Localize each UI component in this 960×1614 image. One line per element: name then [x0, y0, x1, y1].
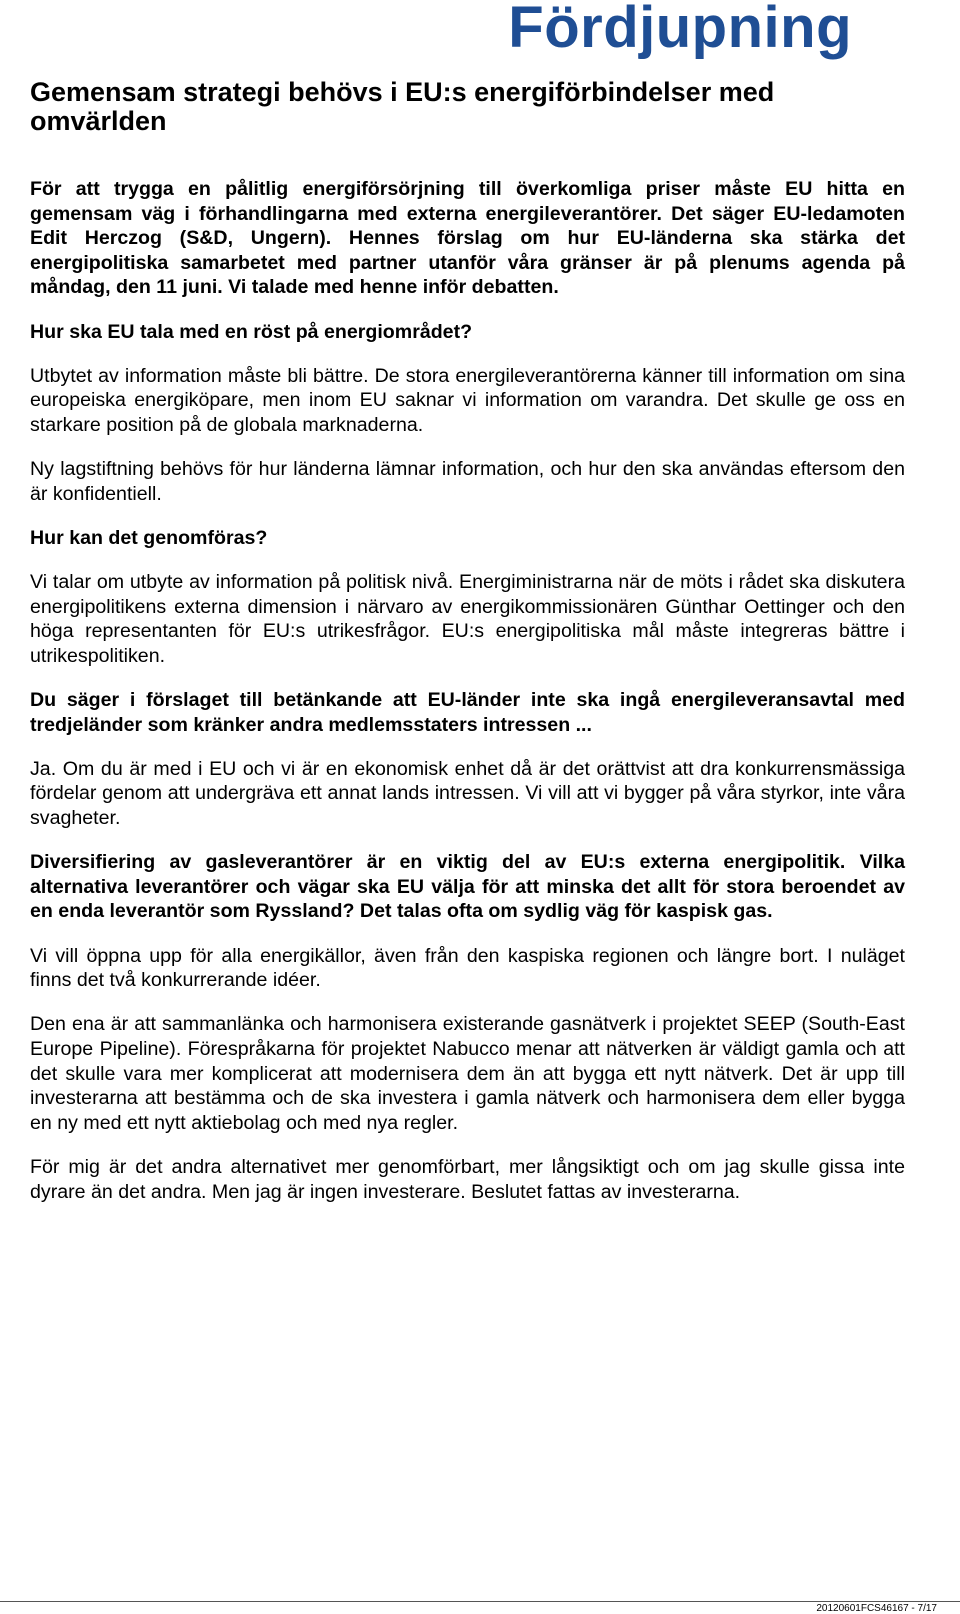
article-headline: Gemensam strategi behövs i EU:s energiförbindelser med omvärlden [30, 77, 775, 136]
interview-answer: Ny lagstiftning behövs för hur länderna lämnar information, och hur den ska användas eftersom den är konfidentiell. [30, 458, 905, 505]
interview-answer: Vi vill öppna upp för alla energikällor, även från den kaspiska regionen och längre bort. I nuläget finns det två konkurrerande idéer. [30, 944, 905, 992]
interview-answer: Den ena är att sammanlänka och harmonisera existerande gasnätverk i projektet SEEP (South-East Europe Pipeline). Förespråkarna för projektet Nabucco menar att nätverken är väldigt gamla och att det skulle vara mer komplicerat att modernisera dem än att bygga ett nytt nätverk. Det är upp till investerarna att bestämma och de ska investera i gamla nätverk och harmonisera dem eller bygga en ny med ett nytt aktiebolag och med nya regler. [30, 1013, 905, 1134]
interview-answer: Vi talar om utbyte av information på politisk nivå. Energiministrarna när de möts i rådet ska diskutera energipolitikens externa dimension i närvaro av energikommissionären Günthar Oettinger och den höga representanten för EU:s utrikesfrågor. EU:s energipolitiska mål måste integreras bättre i utrikespolitiken. [30, 571, 905, 667]
article-lead: För att trygga en pålitlig energiförsörjning till överkomliga priser måste EU hitta en gemensam väg i förhandlingarna med externa energileverantörer. Det säger EU-ledamoten Edit Herczog (S&D, Ungern). Hennes förslag om hur EU-länderna ska stärka det energipolitiska samarbetet med partner utanför våra gränser är på plenums agenda på måndag, den 11 juni. Vi talade med henne inför debatten. [30, 178, 905, 299]
interview-answer: Ja. Om du är med i EU och vi är en ekonomisk enhet då är det orättvist att dra konkurrensmässiga fördelar genom att undergräva ett annat lands intressen. Vi vill att vi bygger på våra styrkor, inte våra svagheter. [30, 757, 905, 830]
interview-answer: För mig är det andra alternativet mer genomförbart, mer långsiktigt och om jag skulle gissa inte dyrare än det andra. Men jag är ingen investerare. Beslutet fattas av investerarna. [30, 1155, 905, 1203]
interview-question: Hur ska EU tala med en röst på energiområdet? [30, 320, 473, 343]
interview-answer: Utbytet av information måste bli bättre. De stora energileverantörerna känner till information om sina europeiska energiköpare, men inom EU saknar vi information om varandra. Det skulle ge oss en starkare position på de globala marknaderna. [30, 364, 905, 436]
interview-question: Du säger i förslaget till betänkande att EU-länder inte ska ingå energileveransavtal med tredjeländer som kränker andra medlemsstaters intressen ... [30, 689, 905, 736]
page-reference: 20120601FCS46167 - 7/17 [816, 1603, 937, 1614]
article [30, 78, 905, 1204]
section-label: Fördjupning [508, 0, 852, 60]
footer-divider [0, 1601, 960, 1602]
interview-question: Hur kan det genomföras? [30, 526, 268, 549]
interview-question: Diversifiering av gasleverantörer är en viktig del av EU:s externa energipolitik. Vilka alternativa leverantörer och vägar ska EU välja för att minska det allt för stora beroendet av en enda leverantör som Ryssland? Det talas ofta om sydlig väg för kaspisk gas. [30, 851, 905, 923]
